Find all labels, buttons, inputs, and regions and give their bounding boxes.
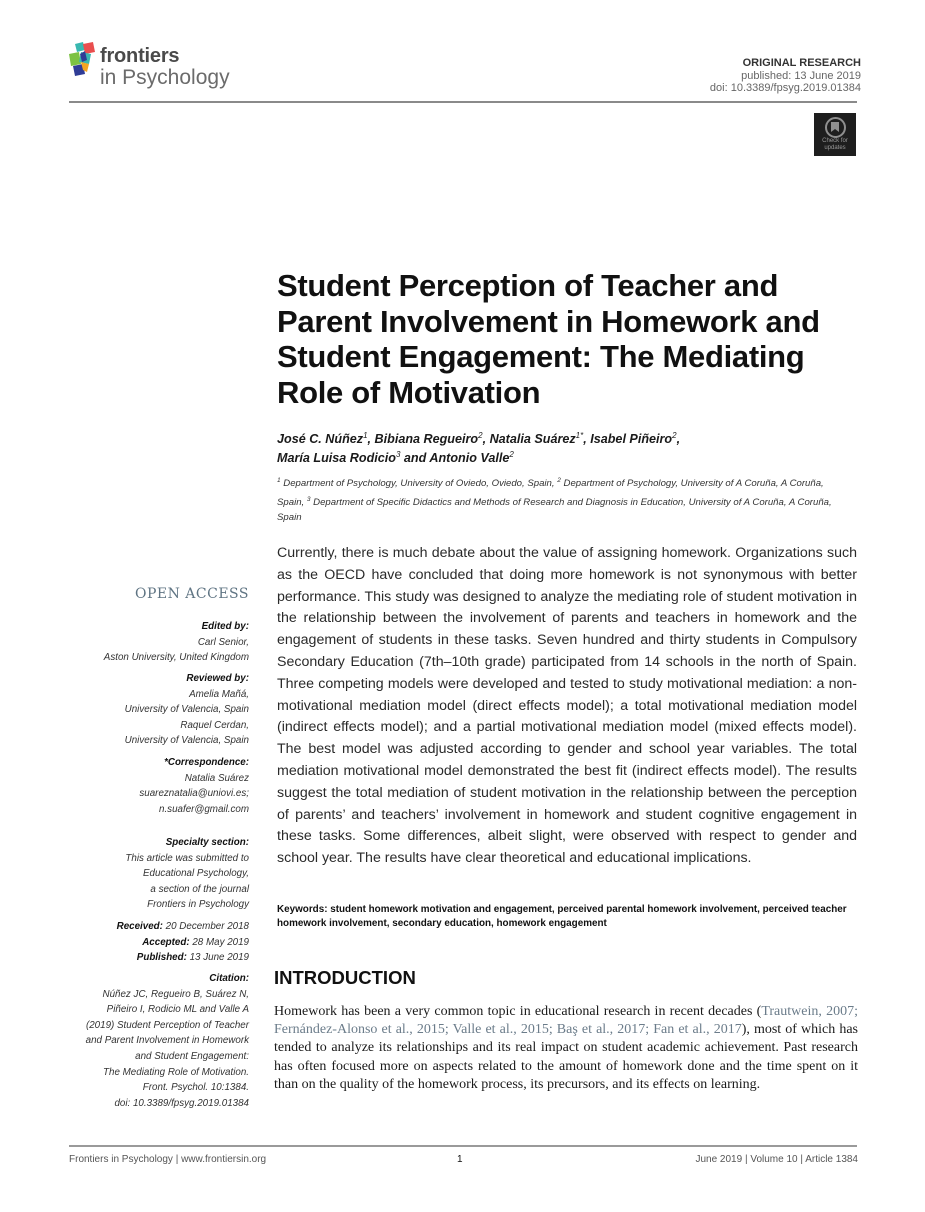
citation-line: (2019) Student Perception of Teacher — [85, 1019, 249, 1031]
author-name[interactable]: José C. Núñez — [277, 432, 364, 447]
edited-by-block — [62, 619, 249, 666]
intro-text: Homework has been a very common topic in educational research in recent decades ( — [274, 1004, 762, 1019]
open-access-label: OPEN ACCESS — [134, 586, 249, 602]
author-name[interactable]: María Luisa Rodicio — [277, 451, 396, 466]
specialty-line: Frontiers in Psychology — [147, 899, 249, 911]
reviewer-affiliation: University of Valencia, Spain — [124, 735, 249, 747]
article-doi[interactable]: doi: 10.3389/fpsyg.2019.01384 — [709, 82, 861, 94]
affiliation: Department of Psychology, University of A Coruña, A Coruña, Spain, — [277, 478, 824, 508]
reviewed-by-label: Reviewed by: — [186, 673, 249, 684]
author-name[interactable]: Isabel Piñeiro — [590, 432, 673, 447]
author-name[interactable]: Natalia Suárez — [489, 432, 576, 447]
correspondence-name: Natalia Suárez — [184, 772, 249, 784]
reviewer-name[interactable]: Raquel Cerdan, — [180, 719, 249, 731]
check-for-updates-label: Check for updates — [822, 138, 848, 151]
specialty-line: a section of the journal — [150, 883, 249, 895]
journal-logo-text[interactable] — [100, 46, 230, 88]
affiliation: Department of Specific Didactics and Methods of Research and Diagnosis in Education, University of A Coruña, A Coruña, Spain — [277, 496, 832, 524]
specialty-line: This article was submitted to — [125, 852, 249, 864]
keywords: Keywords: student homework motivation and engagement, perceived parental homework involvement, perceived teacher homework involvement, secondary education, homework engagement — [277, 904, 847, 929]
header-divider — [69, 101, 857, 103]
affil-sup: 3 — [306, 495, 311, 503]
article-type: ORIGINAL RESEARCH — [742, 57, 861, 69]
reviewed-by-block — [62, 671, 249, 749]
specialty-label: Specialty section: — [165, 837, 249, 848]
correspondence-email[interactable]: n.suafer@gmail.com — [159, 803, 249, 815]
editor-name[interactable]: Carl Senior, — [197, 636, 249, 648]
citation-line: and Student Engagement: — [135, 1050, 249, 1062]
author-sup: 2 — [509, 450, 514, 460]
affiliation: Department of Psychology, University of Oviedo, Oviedo, Spain, — [283, 478, 555, 490]
accepted-date: 28 May 2019 — [192, 936, 249, 948]
edited-by-label: Edited by: — [201, 621, 249, 632]
affil-sup: 2 — [557, 477, 561, 484]
footer-divider — [69, 1145, 857, 1147]
affil-sup: 1 — [277, 477, 281, 484]
frontiers-logo-icon[interactable] — [69, 42, 101, 76]
footer-issue-info: June 2019 | Volume 10 | Article 1384 — [695, 1154, 858, 1165]
correspondence-email[interactable]: suareznatalia@uniovi.es; — [139, 788, 249, 800]
citation-label: Citation: — [209, 973, 249, 984]
author-sup: 2 — [672, 431, 677, 440]
published-date-sidebar: 13 June 2019 — [189, 952, 249, 964]
author-sup: 1 — [363, 431, 368, 440]
editor-affiliation: Aston University, United Kingdom — [103, 652, 249, 664]
introduction-paragraph — [274, 1003, 858, 1094]
introduction-heading: INTRODUCTION — [274, 967, 416, 988]
specialty-line: Educational Psychology, — [142, 868, 249, 880]
check-for-updates-button[interactable] — [814, 113, 856, 156]
citation-line: Front. Psychol. 10:1384. — [142, 1082, 249, 1094]
dates-block — [62, 919, 249, 966]
citation-line: and Parent Involvement in Homework — [85, 1035, 249, 1047]
citation-line: Piñeiro I, Rodicio ML and Valle A — [106, 1004, 249, 1016]
abstract-text: Currently, there is much debate about the value of assigning homework. Organizations such as the OECD have concluded that doing more homework is not synonymous with better performance. This study was designed to analyze the mediating role of student motivation in the relationship between the involvement of parents and teachers in homework and the engagement of students in these tasks. Seven hundred and thirty students in Compulsory Secondary Education (7th–10th grade) participated from 14 schools in the north of Spain. Three competing models were developed and tested to study motivational mediation: a non-motivational mediation model (direct effects model); a total motivational mediation model (indirect effects model); and a partial motivational mediation model (mixed effects model). The best model was adjusted according to gender and school year variables. The total mediation motivational model demonstrated the best fit (indirect effects model). The results suggest the total mediation of student motivation in the relationship between the perception of parents’ and teachers’ involvement in homework and student cognitive engagement in these tasks. Some differences, albeit slight, were observed with respect to gender and school year. The results have clear theoretical and educational implications. — [277, 545, 857, 867]
correspondence-block — [62, 755, 249, 817]
author-name[interactable]: Bibiana Regueiro — [374, 432, 479, 447]
page-number: 1 — [457, 1154, 463, 1165]
received-date: 20 December 2018 — [165, 921, 249, 932]
author-sup: 3 — [395, 450, 401, 460]
reviewer-name[interactable]: Amelia Mañá, — [189, 688, 249, 700]
intro-citations-link[interactable]: Trautwein, 2007; Fernández-Alonso et al., 2015; Valle et al., 2015; Baş et al., 2017; Fan et al., 2017 — [274, 1004, 858, 1038]
citation-line: The Mediating Role of Motivation. — [103, 1066, 249, 1078]
accepted-label: Accepted: — [142, 936, 190, 948]
author-name[interactable]: Antonio Valle — [429, 451, 510, 466]
article-meta — [710, 57, 861, 95]
citation-doi[interactable]: doi: 10.3389/fpsyg.2019.01384 — [114, 1097, 249, 1109]
citation-line: Núñez JC, Regueiro B, Suárez N, — [102, 988, 249, 1000]
citation-block — [62, 971, 249, 1111]
correspondence-label: *Correspondence: — [164, 757, 249, 768]
affiliations — [277, 473, 837, 526]
author-list: José C. Núñez$^1$, Bibiana Regueiro$^2$, Natalia Suárez$^{1*}$, Isabel Piñeiro$^2$, María Luisa Rodicio$^3$ and Antonio Valle$^2$ — [277, 431, 681, 466]
intro-text: ), most of which has tended to analyze its relationships and its real impact on student academic achievement. Past research has often focused more on aspects related to the amount of homework done and the time spent on it than on the quality of the homework process, its precursors, and its effects on learning. — [274, 1022, 858, 1092]
published-label: Published: — [136, 952, 187, 964]
article-title: Student Perception of Teacher and Parent Involvement in Homework and Student Engagement: The Mediating Role of Motivation — [277, 268, 820, 410]
journal-name: in Psychology — [100, 66, 230, 89]
author-sup: 2 — [478, 431, 483, 440]
published-date: published: 13 June 2019 — [741, 69, 861, 82]
received-label: Received: — [116, 921, 163, 932]
journal-brand: frontiers — [100, 45, 180, 67]
specialty-section-block — [62, 835, 249, 913]
reviewer-affiliation: University of Valencia, Spain — [124, 704, 249, 716]
author-sup: 1* — [575, 431, 584, 440]
footer-journal-link[interactable]: Frontiers in Psychology | www.frontiersin.org — [69, 1154, 267, 1165]
